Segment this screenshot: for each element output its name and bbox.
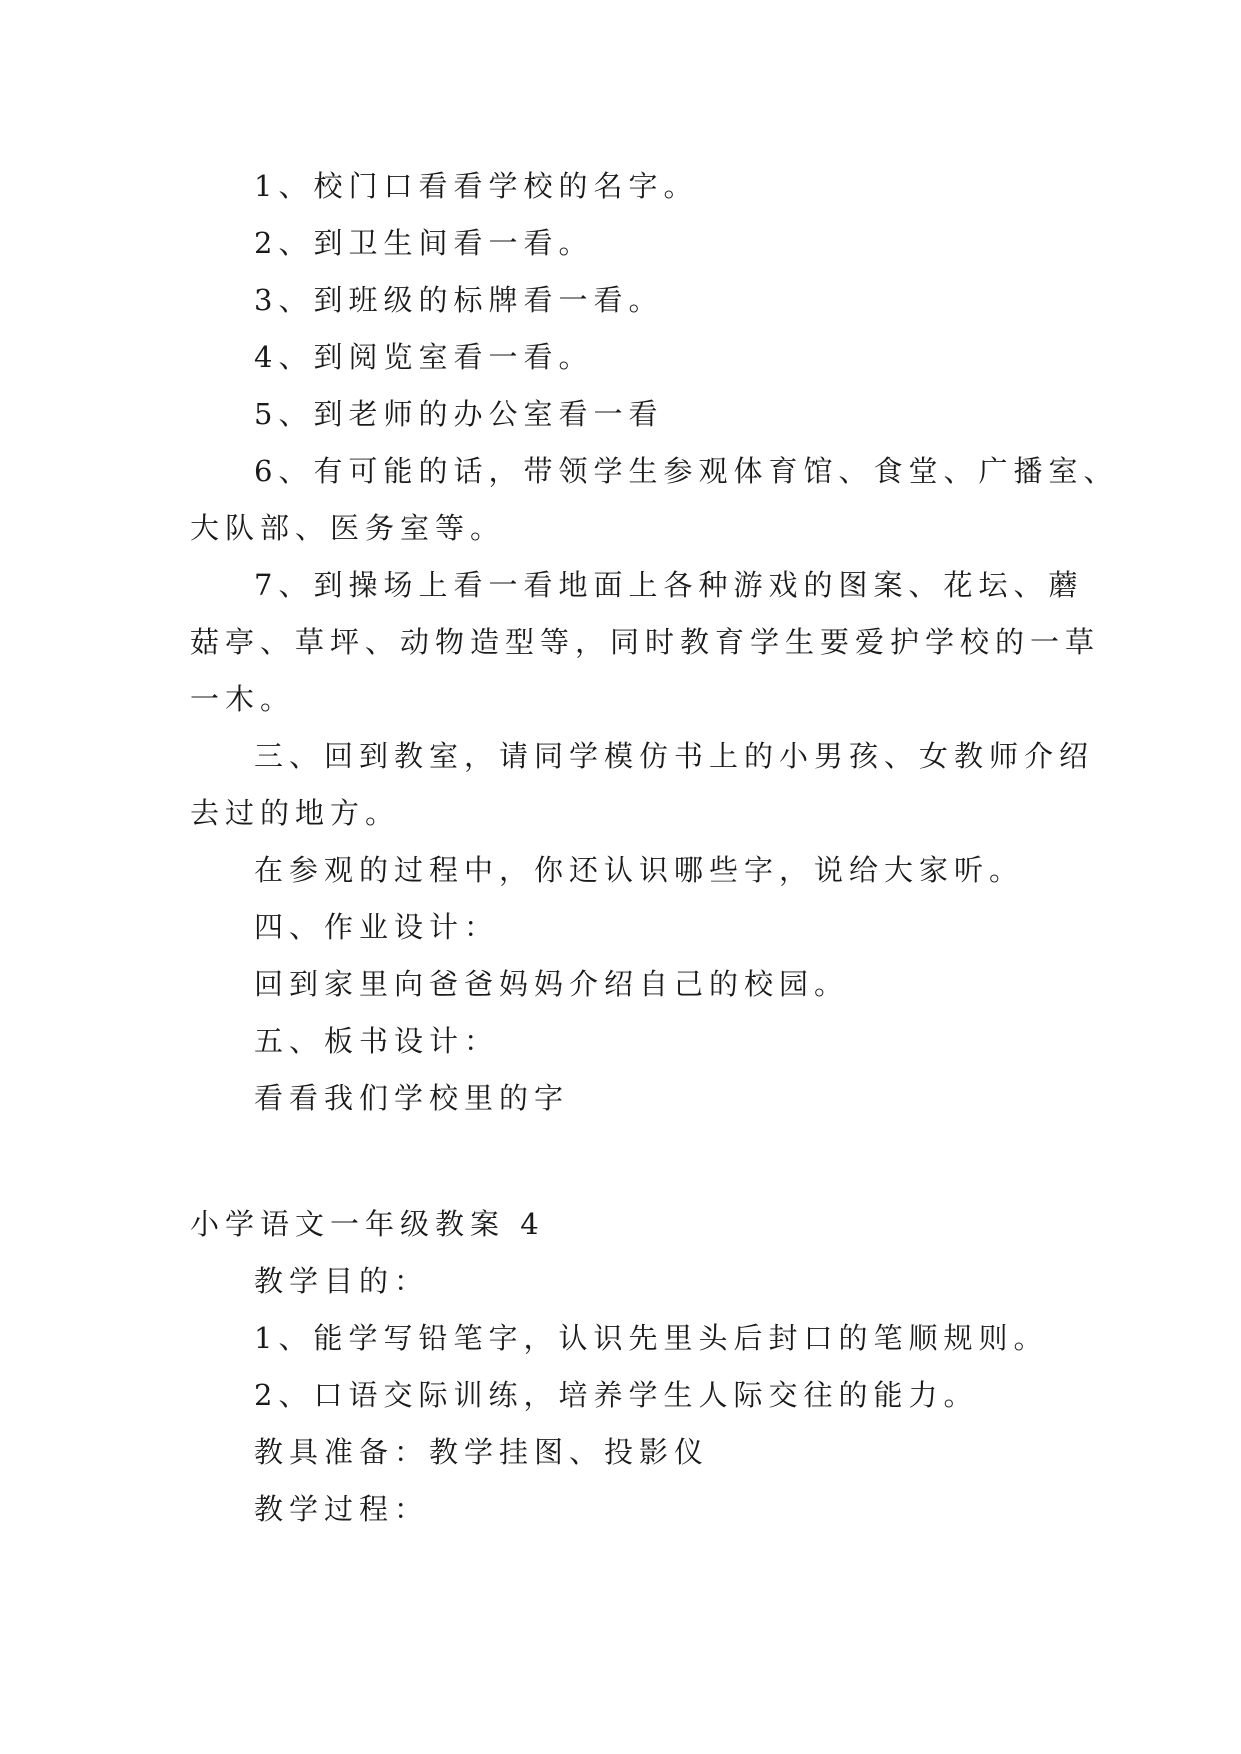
list-item-6-line-1: 6、有可能的话，带领学生参观体育馆、食堂、广播室、	[254, 454, 1119, 488]
list-item: 3、到班级的标牌看一看。	[254, 283, 664, 317]
section-title: 小学语文一年级教案 4	[190, 1207, 545, 1241]
list-item: 5、到老师的办公室看一看	[254, 397, 664, 431]
process-heading: 教学过程：	[254, 1492, 430, 1526]
part-4-heading: 四、作业设计：	[254, 910, 500, 944]
goal-heading: 教学目的：	[254, 1264, 430, 1298]
tools-text: 教具准备：教学挂图、投影仪	[254, 1435, 710, 1469]
goal-item: 2、口语交际训练，培养学生人际交往的能力。	[254, 1378, 979, 1412]
list-item-7-line-3: 一木。	[190, 682, 296, 716]
list-item: 4、到阅览室看一看。	[254, 340, 594, 374]
list-item-6-line-2: 大队部、医务室等。	[190, 511, 506, 545]
list-item-7-line-2: 菇亭、草坪、动物造型等，同时教育学生要爱护学校的一草	[190, 625, 1101, 659]
list-item: 1、校门口看看学校的名字。	[254, 169, 699, 203]
list-item-7-line-1: 7、到操场上看一看地面上各种游戏的图案、花坛、蘑	[254, 568, 1084, 602]
part-4-text: 回到家里向爸爸妈妈介绍自己的校园。	[254, 967, 850, 1001]
part-5-text: 看看我们学校里的字	[254, 1081, 570, 1115]
goal-item: 1、能学写铅笔字，认识先里头后封口的笔顺规则。	[254, 1321, 1049, 1355]
list-item: 2、到卫生间看一看。	[254, 226, 594, 260]
part-5-heading: 五、板书设计：	[254, 1024, 500, 1058]
part-3-line-2: 去过的地方。	[190, 796, 401, 830]
part-3-line-3: 在参观的过程中，你还认识哪些字，说给大家听。	[254, 853, 1025, 887]
part-3-line-1: 三、回到教室，请同学模仿书上的小男孩、女教师介绍	[254, 739, 1095, 773]
